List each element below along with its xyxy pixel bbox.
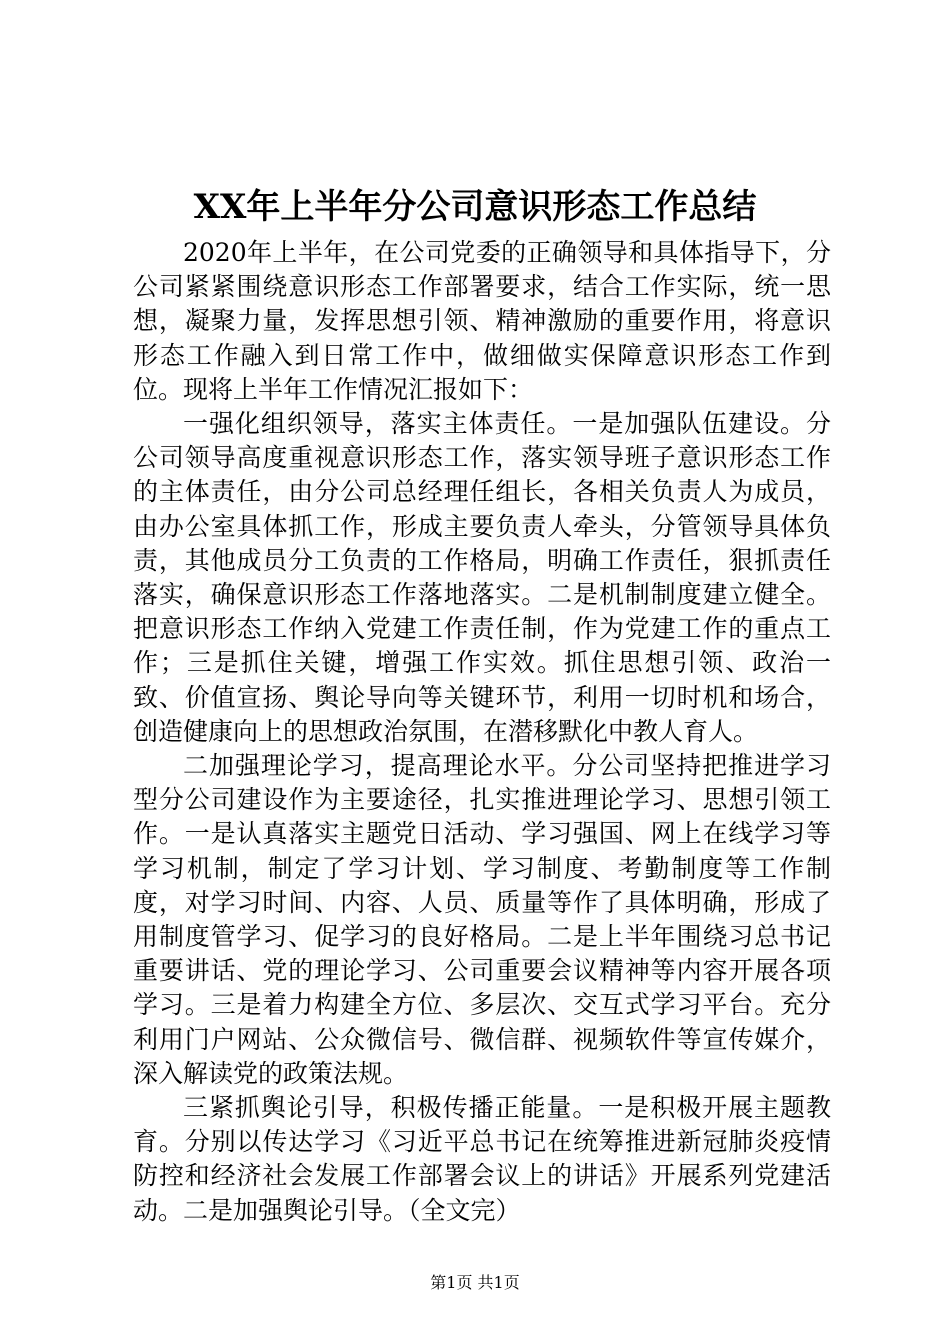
paragraph-intro: 2020年上半年，在公司党委的正确领导和具体指导下，分公司紧紧围绕意识形态工作部署要求，结合工作实际，统一思想，凝聚力量，发挥思想引领、精神激励的重要作用，将意识形态工作融入到日常工作中，做细做实保障意识形态工作到位。现将上半年工作情况汇报如下：	[133, 238, 831, 404]
paragraph-section-1: 一强化组织领导，落实主体责任。一是加强队伍建设。分公司领导高度重视意识形态工作，落实领导班子意识形态工作的主体责任，由分公司总经理任组长，各相关负责人为成员，由办公室具体抓工作，形成主要负责人牵头，分管领导具体负责，其他成员分工负责的工作格局，明确工作责任，狠抓责任落实，确保意识形态工作落地落实。二是机制制度建立健全。把意识形态工作纳入党建工作责任制，作为党建工作的重点工作；三是抓住关键，增强工作实效。抓住思想引领、政治一致、价值宣扬、舆论导向等关键环节，利用一切时机和场合，创造健康向上的思想政治氛围，在潜移默化中教人育人。	[133, 409, 831, 746]
document-body	[133, 236, 831, 1228]
document-title: XX年上半年分公司意识形态工作总结	[193, 187, 757, 227]
paragraph-section-3: 三紧抓舆论引导，积极传播正能量。一是积极开展主题教育。分别以传达学习《习近平总书记在统筹推进新冠肺炎疫情防控和经济社会发展工作部署会议上的讲话》开展系列党建活动。二是加强舆论引导。（全文完）	[133, 1093, 831, 1225]
paragraph-section-2: 二加强理论学习，提高理论水平。分公司坚持把推进学习型分公司建设作为主要途径，扎实推进理论学习、思想引领工作。一是认真落实主题党日活动、学习强国、网上在线学习等学习机制，制定了学习计划、学习制度、考勤制度等工作制度，对学习时间、内容、人员、质量等作了具体明确，形成了用制度管学习、促学习的良好格局。二是上半年围绕习总书记重要讲话、党的理论学习、公司重要会议精神等内容开展各项学习。三是着力构建全方位、多层次、交互式学习平台。充分利用门户网站、公众微信号、微信群、视频软件等宣传媒介，深入解读党的政策法规。	[133, 751, 831, 1088]
page-number-footer: 第1页 共1页	[430, 1273, 520, 1292]
